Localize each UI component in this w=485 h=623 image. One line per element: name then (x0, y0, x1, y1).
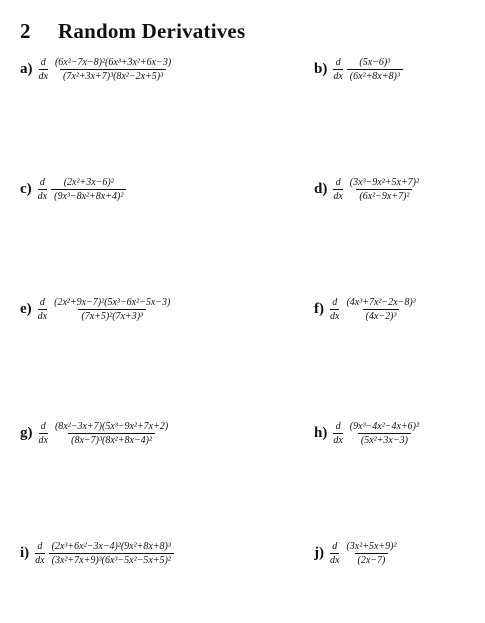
expression-denominator: (7x+5)²(7x+3)³ (78, 309, 146, 322)
expression-numerator: (6x²−7x−8)²(6x³+3x²+6x−3) (54, 57, 172, 68)
section-title: Random Derivatives (58, 19, 246, 43)
section-number: 2 (20, 19, 31, 43)
expression-numerator: (2x²+3x−6)² (63, 177, 114, 188)
derivative-dx: dx (333, 191, 343, 202)
derivative-d: d (37, 541, 43, 552)
expression-denominator: (6x²+8x+8)³ (347, 69, 403, 82)
derivative-d: d (335, 177, 341, 188)
problem-i (20, 541, 174, 566)
expression-fraction (347, 177, 422, 202)
problem-c (20, 177, 126, 202)
expression-fraction (51, 297, 173, 322)
problem-g (20, 421, 171, 446)
derivative-dx: dx (37, 311, 48, 322)
expression-numerator: (9x³−4x²−4x+6)² (349, 421, 420, 432)
derivative-d: d (40, 57, 46, 68)
expression-numerator: (5x−6)³ (359, 57, 391, 68)
derivative-operator (333, 421, 342, 446)
expression-numerator: (4x³+7x²−2x−8)³ (346, 297, 416, 308)
problem-label: e) (20, 301, 32, 317)
derivative-operator (333, 177, 342, 202)
derivative-operator (39, 421, 48, 446)
derivative-dx: dx (37, 191, 48, 202)
problem-b (314, 57, 403, 82)
problem-h (314, 421, 422, 446)
derivative-operator (38, 297, 47, 322)
expression-denominator: (6x²−9x+7)² (356, 189, 412, 202)
derivative-operator (38, 177, 47, 202)
problem-label: f) (314, 301, 324, 317)
derivative-operator (330, 541, 339, 566)
expression-denominator: (8x−7)³(8x²+8x−4)² (68, 433, 155, 446)
expression-numerator: (8x²−3x+7)(5x³−9x²+7x+2) (54, 421, 169, 432)
derivative-operator (35, 541, 44, 566)
expression-fraction (52, 421, 171, 446)
expression-fraction (347, 421, 422, 446)
expression-denominator: (4x−2)³ (363, 309, 400, 322)
problem-f (314, 297, 419, 322)
derivative-d: d (332, 297, 338, 308)
expression-numerator: (3x³−9x²+5x+7)² (349, 177, 420, 188)
derivative-d: d (335, 57, 341, 68)
derivative-operator (39, 57, 48, 82)
expression-fraction (343, 541, 399, 566)
expression-fraction (49, 541, 174, 566)
section-heading (20, 19, 245, 44)
expression-fraction (52, 57, 174, 82)
derivative-dx: dx (330, 311, 340, 322)
problem-label: a) (20, 61, 33, 77)
derivative-dx: dx (38, 435, 48, 446)
problem-j (314, 541, 399, 566)
problem-e (20, 297, 173, 322)
derivative-dx: dx (333, 435, 343, 446)
derivative-d: d (39, 177, 45, 188)
derivative-d: d (40, 421, 46, 432)
problem-label: i) (20, 545, 30, 561)
derivative-d: d (335, 421, 341, 432)
derivative-operator (333, 57, 342, 82)
derivative-d: d (332, 541, 338, 552)
derivative-d: d (39, 297, 45, 308)
problem-label: b) (314, 61, 328, 77)
derivative-operator (330, 297, 339, 322)
problem-label: d) (314, 181, 328, 197)
problem-d (314, 177, 422, 202)
expression-denominator: (2x−7) (355, 553, 389, 566)
expression-fraction (343, 297, 418, 322)
problem-label: g) (20, 425, 33, 441)
expression-denominator: (5x²+3x−3) (358, 433, 411, 446)
derivative-dx: dx (38, 71, 48, 82)
problem-a (20, 57, 174, 82)
expression-denominator: (7x²+3x+7)³(8x²−2x+5)³ (60, 69, 166, 82)
problem-label: h) (314, 425, 328, 441)
problem-label: c) (20, 181, 32, 197)
expression-fraction (51, 177, 126, 202)
derivative-dx: dx (333, 71, 343, 82)
expression-numerator: (2x²+9x−7)²(5x³−6x²−5x−3) (54, 297, 171, 308)
expression-denominator: (9x³−8x²+8x+4)² (51, 189, 126, 202)
derivative-dx: dx (330, 555, 340, 566)
expression-denominator: (3x²+7x+9)³(6x³−5x²−5x+5)² (49, 553, 174, 566)
expression-numerator: (3x²+5x+9)² (346, 541, 397, 552)
expression-numerator: (2x³+6x²−3x−4)²(9x²+8x+8)³ (51, 541, 171, 552)
problem-label: j) (314, 545, 324, 561)
derivative-dx: dx (35, 555, 45, 566)
expression-fraction (347, 57, 403, 82)
